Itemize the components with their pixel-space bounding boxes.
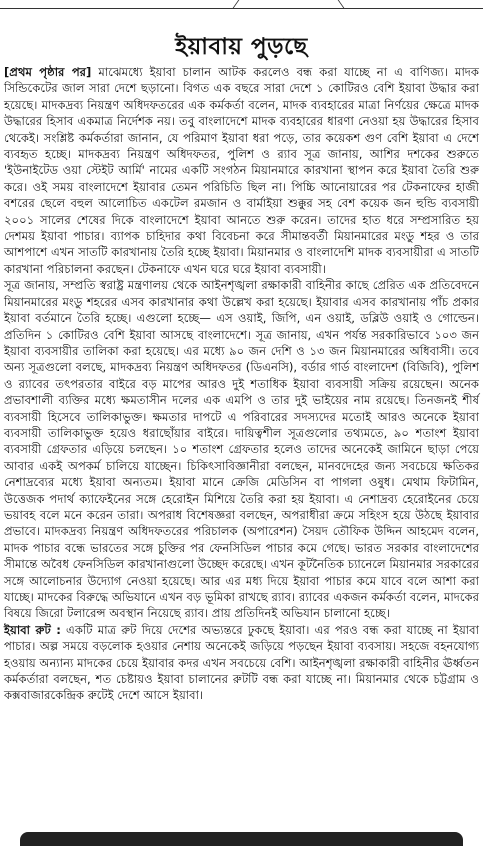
top-rule bbox=[0, 8, 483, 9]
article-paragraph-3 bbox=[4, 622, 479, 704]
article-body bbox=[4, 64, 479, 704]
article-headline: ইয়াবায় পুড়ছে bbox=[175, 33, 308, 60]
article-paragraph-1 bbox=[4, 64, 479, 277]
continuation-tag: [প্রথম পৃষ্ঠার পর] bbox=[4, 65, 92, 79]
next-section-bar bbox=[20, 832, 463, 846]
paragraph-3-text: একটি মাত্র রুট দিয়ে দেশের অভ্যন্তরে ঢুকছে ইয়াবা। এর পরও বন্ধ করা যাচ্ছে না ইয়াবা পাচার। অল্প সময়ে বড়লোক হওয়ার নেশায় অনেকেই জড়িয়ে পড়ছেন ইয়াবা ব্যবসায়। সহজে বহনযোগ্য হওয়ায় অন্যান্য মাদকের চেয়ে ইয়াবার কদর এখন সবচেয়ে বেশি। আইনশৃঙ্খলা রক্ষাকারী বাহিনীর ঊর্ধ্বতন কর্মকর্তারা বলছেন, শত চেষ্টায়ও ইয়াবা চালানের রুটটি বন্ধ করা যাচ্ছে না। মিয়ানমার থেকে চট্টগ্রাম ও কক্সবাজারকেন্দ্রিক রুটেই দেশে আসে ইয়াবা। bbox=[4, 622, 480, 703]
article-paragraph-2: সূত্র জানায়, সম্প্রতি স্বরাষ্ট্র মন্ত্রণালয় থেকে আইনশৃঙ্খলা রক্ষাকারী বাহিনীর কাছে প্রেরিত এক প্রতিবেদনে মিয়ানমারের মংডু শহরের এসব কারখানার কথা উল্লেখ করা হয়েছে। ইয়াবার এসব কারখানায় পাঁচ প্রকার ইয়াবা বর্তমানে তৈরি হচ্ছে। এগুলো হচ্ছে— এস ওয়াই, জিপি, এন ওয়াই, ডব্লিউ ওয়াই ও গোল্ডেন। প্রতিদিন ১ কোটিরও বেশি ইয়াবা আসছে বাংলাদেশে। সূত্র জানায়, এখন পর্যন্ত সরকারিভাবে ১০৩ জন ইয়াবা ব্যবসায়ীর তালিকা করা হয়েছে। এর মধ্যে ৯০ জন দেশি ও ১৩ জন মিয়ানমারের অধিবাসী। তবে অন্য সূত্রগুলো বলছে, মাদকদ্রব্য নিয়ন্ত্রণ অধিদফতর (ডিএনসি), বর্ডার গার্ড বাংলাদেশ (বিজিবি), পুলিশ ও র‌্যাবের তৎপরতার বাইরে বড় মাপের আরও দুই শতাধিক ইয়াবা ব্যবসায়ী সক্রিয় রয়েছেন। অনেক প্রভাবশালী ব্যক্তির মধ্যে ক্ষমতাসীন দলের এক এমপি ও তার দুই ভাইয়ের নাম রয়েছে। তিনজনই শীর্ষ ব্যবসায়ী হিসেবে তালিকাভুক্ত। ক্ষমতার দাপটে এ পরিবারের সদস্যদের মতোই আরও অনেকে ইয়াবা ব্যবসায়ী তালিকাভুক্ত হয়েও ধরাছোঁয়ার বাইরে। দায়িত্বশীল সূত্রগুলোর তথ্যমতে, ৯০ শতাংশ ইয়াবা ব্যবসায়ী গ্রেফতার এড়িয়ে চলছেন। ১০ শতাংশ গ্রেফতার হলেও তাদের অনেকেই জামিনে ছাড়া পেয়ে আবার একই অপকর্ম চালিয়ে যাচ্ছেন। চিকিৎসাবিজ্ঞানীরা বলছেন, মানবদেহের জন্য সবচেয়ে ক্ষতিকর নেশাদ্রব্যের মধ্যে ইয়াবা অন্যতম। ইয়াবা মানে ক্রেজি মেডিসিন বা পাগলা ওষুধ। মেথাম ফিটামিন, উত্তেজক পদার্থ ক্যাফেইনের সঙ্গে হেরোইন মিশিয়ে তৈরি করা হয় ইয়াবা। এ নেশাদ্রব্য হেরোইনের চেয়ে ভয়াবহ বলে মনে করেন তারা। অপরাধ বিশেষজ্ঞরা বলছেন, অপরাধীরা ক্রমে সহিংস হয়ে উঠছে ইয়াবার প্রভাবে। মাদকদ্রব্য নিয়ন্ত্রণ অধিদফতরের পরিচালক (অপারেশন) সৈয়দ তৌফিক উদ্দিন আহমেদ বলেন, মাদক পাচার বন্ধে ভারতের সঙ্গে চুক্তির পর ফেনসিডিল পাচার কমে গেছে। ভারত সরকার বাংলাদেশের সীমান্তে অবৈধ ফেনসিডিল কারখানাগুলো উচ্ছেদ করেছে। এখন কূটনৈতিক চ্যানেলে মিয়ানমার সরকারের সঙ্গে আলোচনার উদ্যোগ নেওয়া হয়েছে। আর এর মধ্য দিয়ে ইয়াবা পাচার কমে যাবে বলে আশা করা যাচ্ছে। মাদকের বিরুদ্ধে অভিযানে এখন বড় ভূমিকা রাখছে র‌্যাব। র‌্যাবের একজন কর্মকর্তা বলেন, মাদকের বিষয়ে জিরো টলারেন্স অবস্থান নিয়েছে র‌্যাব। প্রায় প্রতিদিনই অভিযান চালানো হচ্ছে। bbox=[4, 278, 480, 621]
paragraph-1-text: মাঝেমধ্যে ইয়াবা চালান আটক করলেও বন্ধ করা যাচ্ছে না এ বাণিজ্য। মাদক সিন্ডিকেটের জাল সারা দেশে ছড়ানো। বিগত এক বছরে সারা দেশে ১ কোটিরও বেশি ইয়াবা উদ্ধার করা হয়েছে। মাদকদ্রব্য নিয়ন্ত্রণ অধিদফতরের এক কর্মকর্তা বলেন, মাদক ব্যবহারের মাত্রা নির্ণয়ের ক্ষেত্রে মাদক উদ্ধারের হিসাব একমাত্র নির্দেশক নয়। তবু বাংলাদেশে মাদক ব্যবহারের ধারণা নেওয়া হয় উদ্ধারের হিসাব থেকেই। সংশ্লিষ্ট কর্মকর্তারা জানান, যে পরিমাণ ইয়াবা ধরা পড়ে, তার কয়েকশ গুণ বেশি ইয়াবা এ দেশে ব্যবহৃত হচ্ছে। মাদকদ্রব্য নিয়ন্ত্রণ অধিদফতর, পুলিশ ও র‌্যাব সূত্র জানায়, আশির দশকের শুরুতে 'ইউনাইটেড ওয়া স্টেইট আর্মি' নামের একটি সংগঠন মিয়ানমারে কারখানা স্থাপন করে ইয়াবা তৈরি শুরু করে। ওই সময় বাংলাদেশে ইয়াবার তেমন পরিচিতি ছিল না। পিচ্চি আনোয়ারের পর টেকনাফের হাজী বশরের ছেলে বহুল আলোচিত একটেল রমজান ও বার্মাইয়া শুক্কুর সহ বেশ কয়েক জন হুন্ডি ব্যবসায়ী ২০০১ সালের শেষের দিকে বাংলাদেশে ইয়াবা আনতে শুরু করেন। তাদের হাত ধরে সম্প্রসারিত হয় দেশময় ইয়াবা পাচার। ব্যাপক চাহিদার কথা বিবেচনা করে সীমান্তবর্তী মিয়ানমারের মংডু শহর ও তার আশপাশে এখন সাতটি কারখানায় তৈরি হচ্ছে ইয়াবা। মিয়ানমার ও বাংলাদেশি মাদক ব্যবসায়ীরা এ সাতটি কারখানা পরিচালনা করছেন। টেকনাফে এখন ঘরে ঘরে ইয়াবা ব্যবসায়ী। bbox=[4, 65, 480, 276]
route-subheading: ইয়াবা রুট : bbox=[4, 622, 61, 637]
